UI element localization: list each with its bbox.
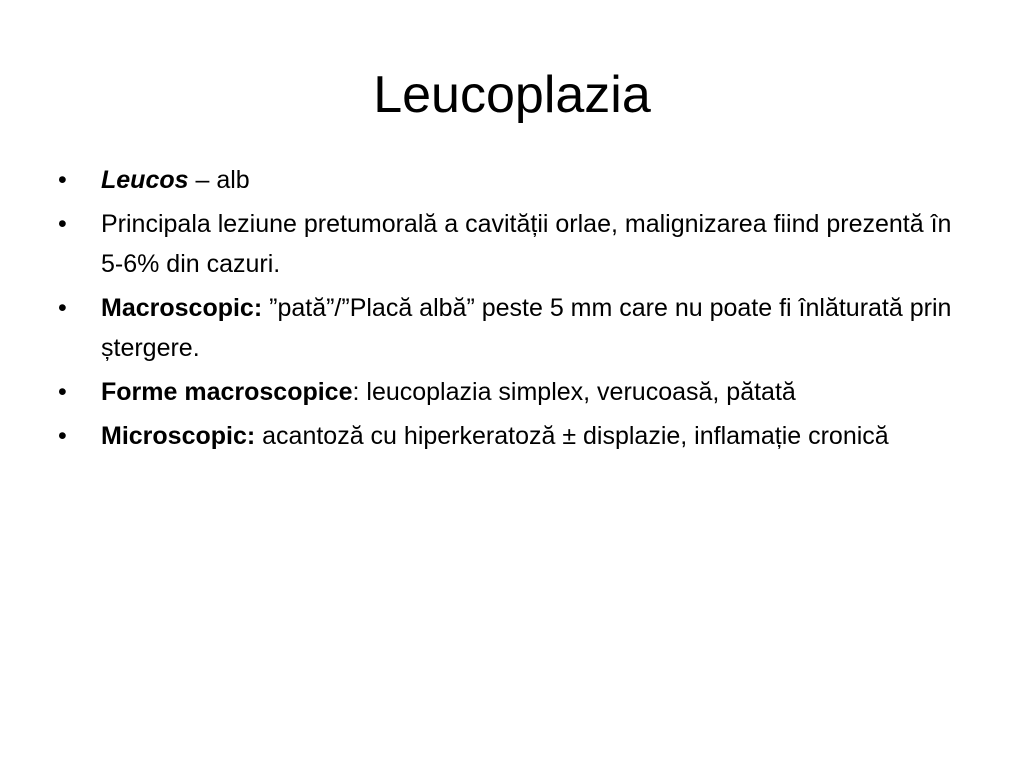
bullet-icon: • bbox=[58, 166, 67, 194]
bullet-text: Principala leziune pretumorală a cavității orlae, malignizarea fiind prezentă în 5-6% din cazuri. bbox=[101, 210, 952, 278]
bullet-label: Leucos bbox=[101, 166, 189, 194]
bullet-icon: • bbox=[58, 422, 67, 450]
bullet-list bbox=[58, 160, 978, 460]
bullet-text: – alb bbox=[188, 166, 250, 194]
bullet-item-definition bbox=[58, 204, 978, 284]
bullet-icon: • bbox=[58, 210, 67, 238]
bullet-item-macroscopic bbox=[58, 288, 978, 368]
bullet-label: Microscopic: bbox=[101, 422, 256, 450]
bullet-icon: • bbox=[58, 294, 67, 322]
bullet-text: ”pată”/”Placă albă” peste 5 mm care nu poate fi înlăturată prin ștergere. bbox=[101, 294, 952, 362]
bullet-item-forms bbox=[58, 372, 978, 412]
bullet-text: : leucoplazia simplex, verucoasă, pătată bbox=[352, 378, 796, 406]
bullet-text: acantoză cu hiperkeratoză ± displazie, inflamație cronică bbox=[255, 422, 889, 450]
bullet-icon: • bbox=[58, 378, 67, 406]
bullet-label: Macroscopic: bbox=[101, 294, 263, 322]
bullet-item-leucos bbox=[58, 160, 978, 200]
bullet-item-microscopic bbox=[58, 416, 978, 456]
bullet-label: Forme macroscopice bbox=[101, 378, 353, 406]
slide-title: Leucoplazia bbox=[373, 66, 651, 124]
